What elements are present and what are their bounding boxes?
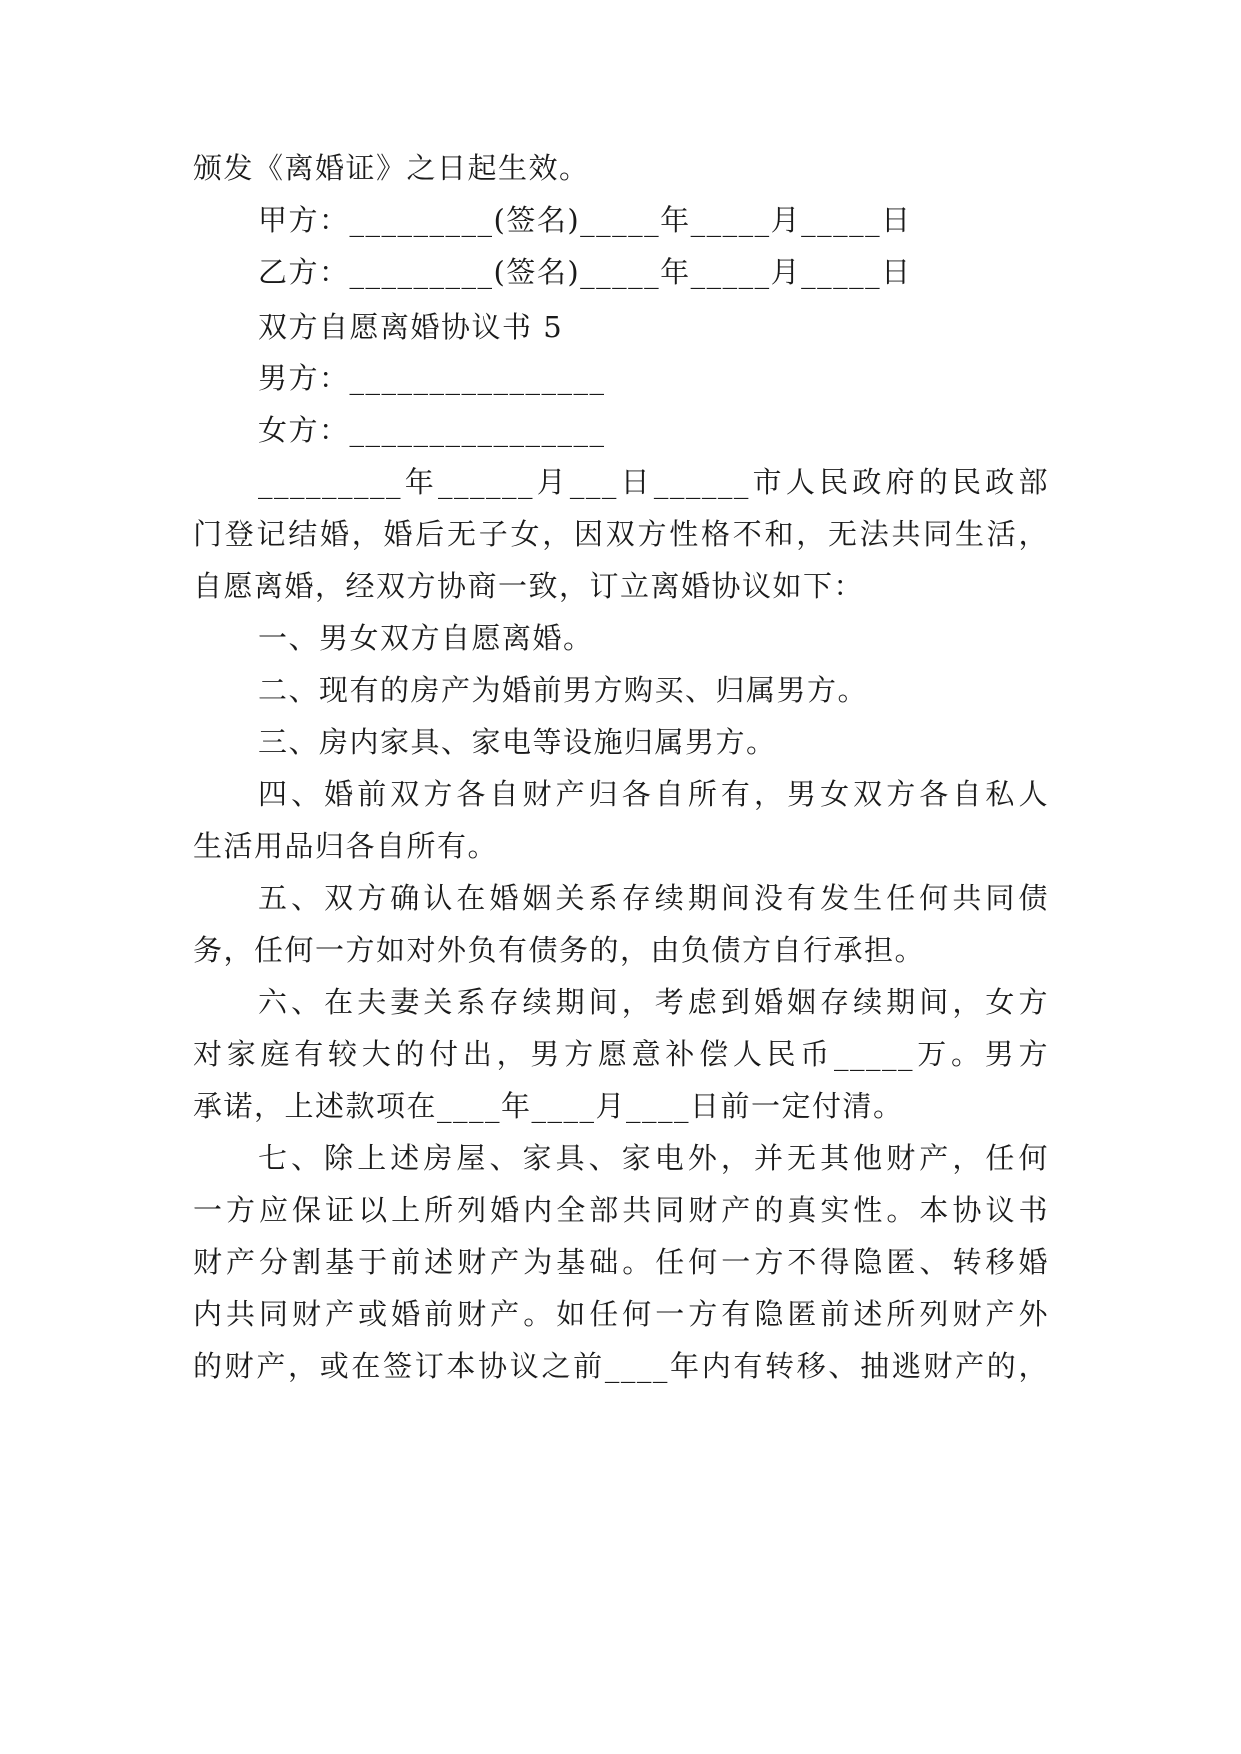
clause-6: 六、在夫妻关系存续期间，考虑到婚姻存续期间，女方	[258, 985, 1049, 1019]
male-party-line: 男方：________________	[258, 361, 606, 395]
clause-3: 三、房内家具、家电等设施归属男方。	[258, 725, 777, 759]
section-title: 双方自愿离婚协议书 5	[258, 310, 564, 344]
signature-line-party-b: 乙方：_________(签名)_____年_____月_____日	[258, 255, 912, 289]
text-line: 颁发《离婚证》之日起生效。	[193, 151, 590, 185]
clause-7: 七、除上述房屋、家具、家电外，并无其他财产，任何	[258, 1141, 1049, 1175]
text-line: 务，任何一方如对外负有债务的，由负债方自行承担。	[193, 933, 926, 967]
clause-5: 五、双方确认在婚姻关系存续期间没有发生任何共同债	[258, 881, 1049, 915]
text-line: 生活用品归各自所有。	[193, 829, 499, 863]
signature-line-party-a: 甲方：_________(签名)_____年_____月_____日	[258, 203, 912, 237]
text-line: 一方应保证以上所列婚内全部共同财产的真实性。本协议书	[193, 1193, 1049, 1227]
text-line: _________年______月___日______市人民政府的民政部	[258, 465, 1049, 499]
text-line: 对家庭有较大的付出，男方愿意补偿人民币_____万。男方	[193, 1037, 1049, 1071]
clause-4: 四、婚前双方各自财产归各自所有，男女双方各自私人	[258, 777, 1049, 811]
clause-1: 一、男女双方自愿离婚。	[258, 621, 594, 655]
text-line: 的财产，或在签订本协议之前____年内有转移、抽逃财产的，	[193, 1349, 1049, 1383]
text-line: 自愿离婚，经双方协商一致，订立离婚协议如下：	[193, 569, 865, 603]
text-line: 财产分割基于前述财产为基础。任何一方不得隐匿、转移婚	[193, 1245, 1049, 1279]
text-line: 承诺，上述款项在____年____月____日前一定付清。	[193, 1089, 904, 1123]
female-party-line: 女方：________________	[258, 413, 606, 447]
text-line: 门登记结婚，婚后无子女，因双方性格不和，无法共同生活，	[193, 517, 1049, 551]
text-line: 内共同财产或婚前财产。如任何一方有隐匿前述所列财产外	[193, 1297, 1049, 1331]
clause-2: 二、现有的房产为婚前男方购买、归属男方。	[258, 673, 869, 707]
